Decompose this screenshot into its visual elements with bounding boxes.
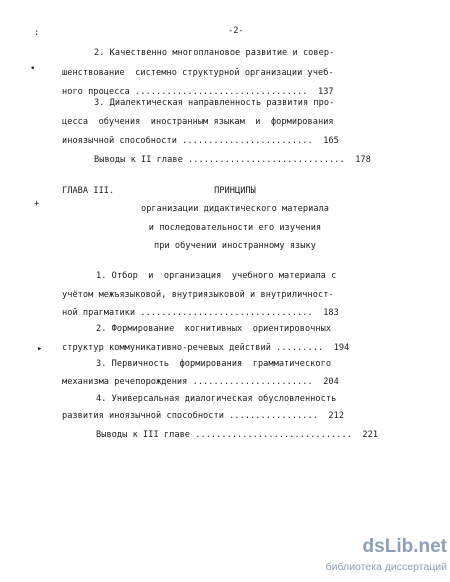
scan-speck: ▸ [37,344,43,354]
scan-speck: : [34,28,40,38]
toc-line: ной прагматики ................................. 183 [62,308,339,318]
toc-line: 4. Универсальная диалогическая обусловленность [96,394,337,404]
watermark-brand: dsLib.net [362,536,447,557]
toc-line: 3. Первичность формирования грамматического [96,359,332,369]
chapter-label: ГЛАВА III. [62,186,115,196]
chapter-subtitle-line: организации дидактического материала [140,204,330,214]
toc-line: иноязычной способности ......................... 165 [62,136,339,146]
toc-line: развития иноязычной способности ................. 212 [62,411,345,421]
watermark-subtitle: библиотека диссертаций [325,561,447,573]
toc-line: механизма речепорождения ....................... 204 [62,377,339,387]
toc-line: учётом межъязыковой, внутриязыковой и внутриличност- [62,290,334,300]
toc-line: Выводы к II главе .............................. 178 [94,155,371,165]
toc-line: шенствование системно структурной организации учеб- [62,68,334,78]
chapter-subtitle-line: и последовательности его изучения [148,223,322,233]
toc-line: Выводы к III главе .............................. 221 [96,430,379,440]
toc-line: ного процесса ................................. 137 [62,87,334,97]
toc-line: 2. Качественно многоплановое развитие и совер- [94,48,335,58]
toc-line: структур коммуникативно-речевых действий ......... 194 [62,343,350,353]
chapter-title: ПРИНЦИПЫ [214,186,256,196]
scan-speck: + [34,199,40,209]
toc-line: 2. Формирование когнитивных ориентировочных [96,324,332,334]
toc-line: 3. Диалектическая направленность развития про- [94,98,335,108]
watermark [325,536,447,580]
toc-line: цесса обучения иностранным языкам и формирования [62,117,334,127]
page-number-mark: -2- [228,26,244,36]
scan-speck: • [30,64,36,74]
chapter-subtitle-line: при обучении иностранному языку [154,241,316,251]
toc-line: 1. Отбор и организация учебного материала с [96,271,337,281]
